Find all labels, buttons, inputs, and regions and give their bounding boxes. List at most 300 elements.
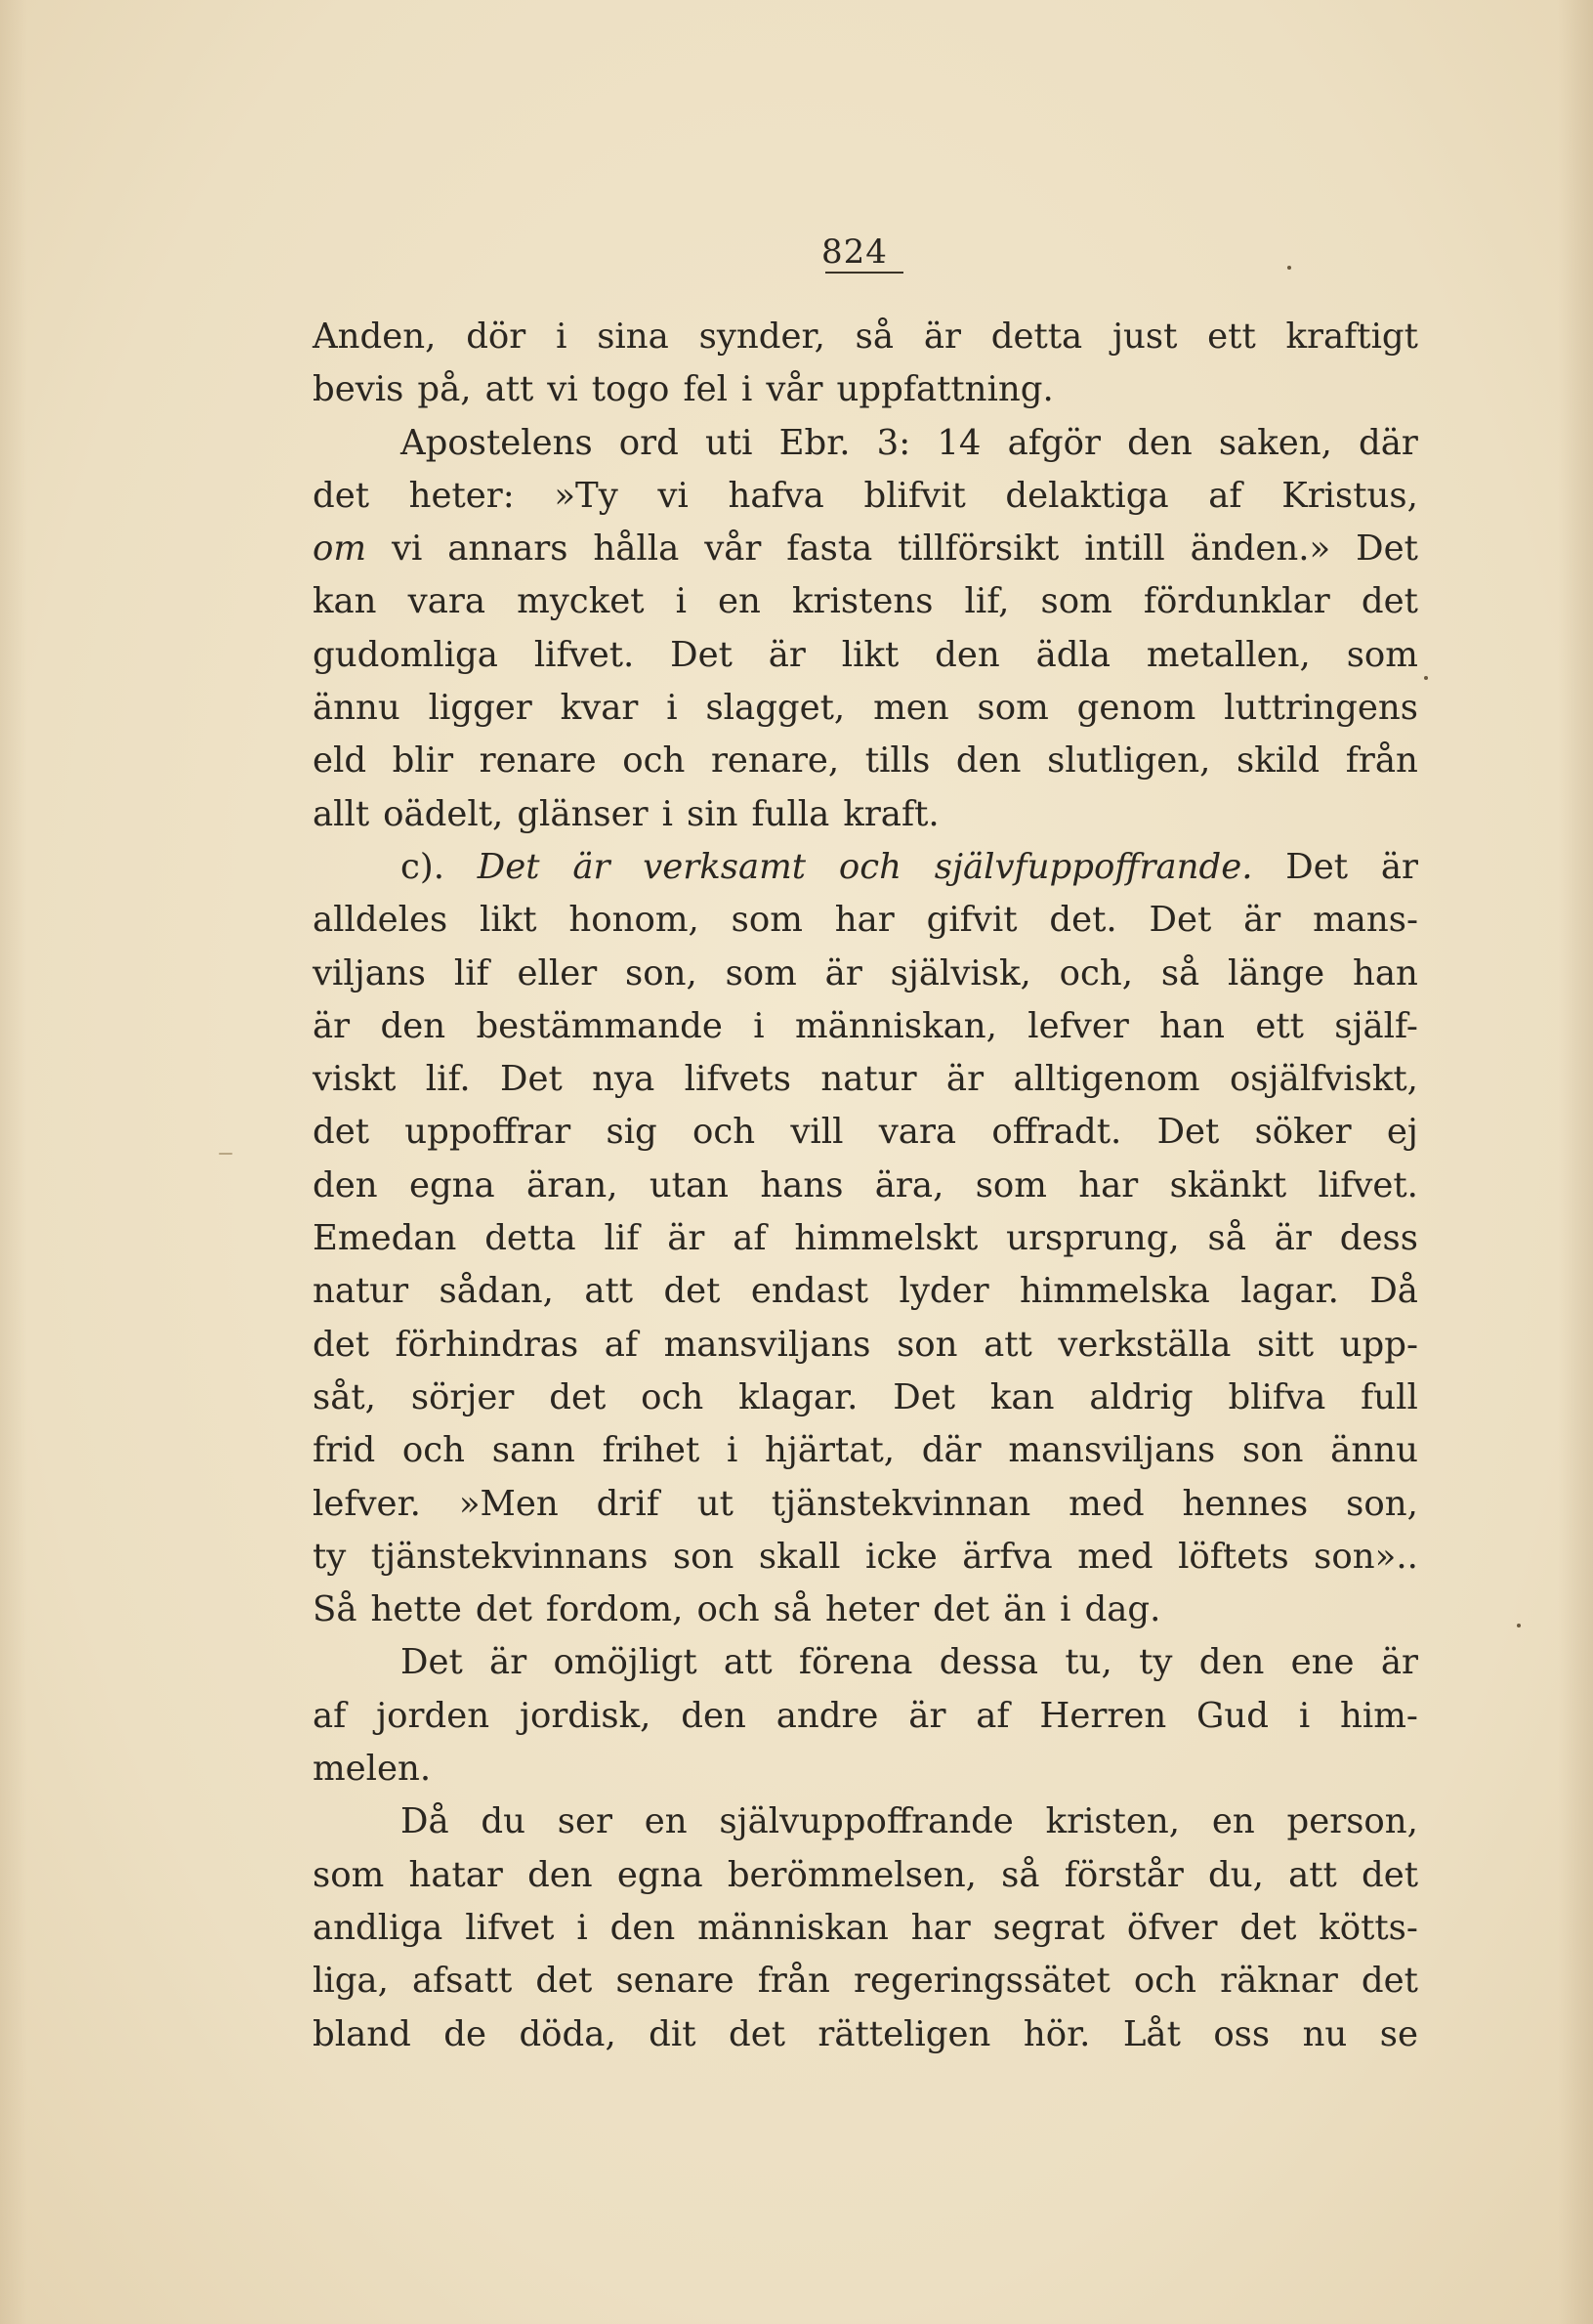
word: verkställa (1058, 1324, 1232, 1365)
word: blifvit (863, 475, 966, 516)
word: nu (1302, 2013, 1348, 2054)
word: den (935, 634, 1000, 675)
word: tjänstekvinnan (771, 1483, 1031, 1524)
text-line (313, 1478, 1418, 1531)
word: Anden, (313, 317, 437, 357)
word: uppfattning. (836, 369, 1054, 410)
word: med (1077, 1536, 1153, 1577)
word: det (728, 2013, 785, 2054)
word: egna (616, 1854, 703, 1895)
word: sin (687, 793, 738, 834)
word: sörjer (410, 1376, 515, 1417)
word: sitt (1256, 1324, 1315, 1365)
word: Då (1369, 1271, 1418, 1312)
word: hjärtat, (765, 1430, 896, 1471)
word: det (549, 1376, 607, 1417)
word: metallen, (1146, 634, 1311, 675)
word: 3: (876, 422, 911, 463)
word: fel (683, 369, 728, 410)
word: hennes (1182, 1483, 1309, 1524)
word: af (604, 1324, 639, 1365)
word: den (955, 740, 1022, 782)
word: om (313, 528, 367, 570)
word: sina (597, 317, 669, 357)
word: som (1040, 581, 1112, 622)
word: i (1298, 1695, 1311, 1736)
word: Apostelens (400, 422, 593, 463)
word: saken, (1218, 422, 1332, 463)
text-line (313, 1796, 1418, 1848)
word: full (1361, 1376, 1418, 1417)
word: är (1380, 846, 1418, 887)
text-line (313, 735, 1418, 787)
word: Det (1149, 900, 1212, 941)
text-line (313, 1319, 1418, 1372)
word: andliga (313, 1907, 443, 1948)
text-line (313, 1106, 1418, 1159)
word: person, (1286, 1801, 1418, 1842)
word: så (855, 317, 895, 357)
word: uppoffrar (404, 1112, 571, 1153)
word: segrat (992, 1907, 1105, 1948)
word: viljans (313, 952, 427, 993)
word: fasta (786, 528, 873, 570)
word: kvar (560, 688, 639, 729)
word: som (975, 1164, 1047, 1205)
word: son (897, 1324, 958, 1365)
word: slagget, (705, 688, 846, 729)
word: i (576, 1907, 588, 1948)
word: Låt (1122, 2013, 1181, 2054)
page-left-edge-shadow (0, 0, 27, 2324)
word: är (768, 634, 806, 675)
word: ett (1207, 317, 1256, 357)
word: drif (596, 1483, 659, 1524)
word: afgör (1007, 422, 1101, 463)
word: tjänstekvinnans (370, 1536, 649, 1577)
word: han (1352, 952, 1418, 993)
text-line (313, 1955, 1418, 2007)
word: ärfva (962, 1536, 1053, 1577)
word: så (1001, 1854, 1040, 1895)
word: och (838, 846, 901, 887)
word: fördunklar (1143, 581, 1330, 622)
word: lif. (425, 1059, 471, 1100)
word: glänser (517, 793, 649, 834)
word: den (313, 1164, 378, 1205)
word: senare (615, 1961, 734, 2002)
word: dit (649, 2013, 696, 2054)
word: det (1239, 1907, 1297, 1948)
body-text (313, 311, 1418, 2061)
word: oädelt, (383, 793, 504, 834)
text-line (313, 841, 1418, 894)
word: Det (1285, 846, 1349, 887)
text-line (313, 311, 1418, 363)
word: son, (625, 952, 697, 993)
word: hatar (408, 1854, 503, 1895)
word: 14 (937, 422, 982, 463)
word: är (1380, 1642, 1418, 1683)
word: så (773, 1589, 812, 1630)
word: med (1069, 1483, 1145, 1524)
word: ligger (428, 688, 532, 729)
word: att (984, 1324, 1032, 1365)
text-line (313, 1531, 1418, 1584)
word: Då (400, 1801, 449, 1842)
word: öfver (1126, 1907, 1218, 1948)
word: så (1160, 952, 1200, 993)
word: Ebr. (778, 422, 851, 463)
word: egna (408, 1164, 495, 1205)
word: slutligen, (1047, 740, 1211, 782)
page-right-edge-shadow (1558, 0, 1593, 2324)
word: är (908, 1695, 946, 1736)
word: Gud (1196, 1695, 1269, 1736)
word: frihet (602, 1430, 700, 1471)
word: Kristus, (1281, 475, 1418, 516)
word: där (921, 1430, 982, 1471)
word: som (731, 900, 803, 941)
word: det (313, 475, 369, 516)
word: de (443, 2013, 487, 2054)
word: ej (1386, 1112, 1418, 1153)
word: en (644, 1801, 688, 1842)
word: osjälfviskt, (1229, 1059, 1418, 1100)
word: vår (704, 528, 762, 570)
word: c). (400, 846, 445, 887)
text-line (313, 1160, 1418, 1212)
word: du, (1208, 1854, 1264, 1895)
word: regeringssätet (854, 1961, 1111, 2002)
word: heter (824, 1589, 920, 1630)
word: i (666, 688, 678, 729)
word: det (1361, 1854, 1418, 1895)
word: det (933, 1589, 990, 1630)
word: är (667, 1218, 705, 1259)
word: berömmelsen, (727, 1854, 977, 1895)
text-line (313, 1584, 1418, 1636)
text-line (313, 1372, 1418, 1424)
word: Det (670, 634, 733, 675)
word: i (675, 581, 687, 622)
text-line (313, 682, 1418, 735)
word: fulla (751, 793, 830, 834)
word: kötts- (1319, 1907, 1418, 1948)
word: son (1241, 1430, 1304, 1471)
word: melen. (313, 1749, 432, 1790)
word: vår (766, 369, 823, 410)
word: ännu (1330, 1430, 1418, 1471)
word: ära, (874, 1164, 944, 1205)
word: människan, (794, 1005, 997, 1046)
word: hafva (728, 475, 824, 516)
word: himmelskt (794, 1218, 979, 1259)
word: renare (479, 740, 597, 782)
paper-speck (1424, 676, 1428, 680)
word: du (481, 1801, 525, 1842)
word: vi (547, 369, 578, 410)
word: och (692, 1112, 756, 1153)
word: Det (1356, 528, 1418, 570)
word: är (945, 1059, 985, 1100)
word: blir (392, 740, 454, 782)
word: människan (697, 1907, 889, 1948)
word: gudomliga (313, 634, 498, 675)
word: tills (864, 740, 931, 782)
word: det (1361, 581, 1418, 622)
word: sann (491, 1430, 575, 1471)
word: alldeles (313, 900, 448, 941)
word: är (1274, 1218, 1312, 1259)
word: är (572, 846, 610, 887)
word: har (834, 900, 895, 941)
word: himmelska (1019, 1271, 1210, 1312)
word: kraftigt (1285, 317, 1418, 357)
word: självfuppoffrande. (934, 846, 1253, 887)
word: son, (1346, 1483, 1418, 1524)
text-line (313, 2008, 1418, 2061)
word: i (1060, 1589, 1071, 1630)
paper-speck (1517, 1624, 1521, 1627)
text-line (313, 575, 1418, 628)
text-line (313, 1849, 1418, 1902)
word: nya (592, 1059, 655, 1100)
word: vill (790, 1112, 844, 1153)
word: förhindras (395, 1324, 579, 1365)
word: det (475, 1589, 532, 1630)
text-line (313, 1902, 1418, 1955)
word: sig (606, 1112, 657, 1153)
word: ännu (313, 688, 400, 729)
word: det (535, 1961, 593, 2002)
text-line (313, 1424, 1418, 1477)
word: självisk, (890, 952, 1031, 993)
word: att (723, 1642, 773, 1683)
word: af (976, 1695, 1010, 1736)
word: själf- (1334, 1005, 1418, 1046)
word: som (725, 952, 797, 993)
word: oss (1213, 2013, 1271, 2054)
word: den (1198, 1642, 1265, 1683)
word: upp- (1339, 1324, 1418, 1365)
word: intill (1084, 528, 1165, 570)
word: den (609, 1907, 676, 1948)
word: rätteligen (817, 2013, 991, 2054)
word: omöjligt (553, 1642, 697, 1683)
text-line (313, 523, 1418, 575)
word: ett (1255, 1005, 1304, 1046)
word: honom, (568, 900, 699, 941)
word: att (484, 369, 534, 410)
word: lif (453, 952, 489, 993)
word: tillförsikt (898, 528, 1060, 570)
word: »Ty (554, 475, 618, 516)
word: afsatt (412, 1961, 513, 2002)
word: Emedan (313, 1218, 457, 1259)
text-line (313, 948, 1418, 1000)
word: endast (750, 1271, 869, 1312)
word: luttringens (1224, 688, 1418, 729)
word: heter: (408, 475, 515, 516)
word: natur (313, 1271, 409, 1312)
word: mansviljans (663, 1324, 871, 1365)
word: ty (1139, 1642, 1173, 1683)
word: annars (447, 528, 568, 570)
word: liga, (313, 1961, 389, 2002)
text-line (313, 1000, 1418, 1053)
word: likt (841, 634, 900, 675)
word: mycket (517, 581, 645, 622)
word: har (910, 1907, 971, 1948)
word: »Men (458, 1483, 559, 1524)
word: ser (557, 1801, 612, 1842)
word: se (1379, 2013, 1418, 2054)
word: offradt. (991, 1112, 1122, 1153)
word: utan (649, 1164, 729, 1205)
word: natur (820, 1059, 917, 1100)
word: kan (313, 581, 377, 622)
text-line (313, 894, 1418, 947)
word: Så (313, 1589, 357, 1630)
word: eld (313, 740, 367, 782)
word: delaktiga (1005, 475, 1169, 516)
word: tu, (1065, 1642, 1112, 1683)
word: hålla (593, 528, 680, 570)
word: genom (1076, 688, 1196, 729)
word: Det (893, 1376, 956, 1417)
word: är (489, 1642, 527, 1683)
word: det (1361, 1961, 1418, 2002)
word: ene (1290, 1642, 1355, 1683)
word: eller (517, 952, 598, 993)
word: dess (1339, 1218, 1418, 1259)
word: i (726, 1430, 738, 1471)
word: den (1127, 422, 1193, 463)
word: och (1133, 1961, 1197, 2002)
word: kristens (792, 581, 934, 622)
word: him- (1340, 1695, 1418, 1736)
word: verksamt (643, 846, 807, 887)
word: vi (391, 528, 423, 570)
word: ord (618, 422, 679, 463)
word: och (696, 1589, 760, 1630)
word: Det (477, 846, 540, 887)
word: det. (1049, 900, 1117, 941)
word: Det (400, 1642, 463, 1683)
word: den (681, 1695, 746, 1736)
text-line (313, 1212, 1418, 1265)
word: det (313, 1324, 369, 1365)
paper-speck (1287, 266, 1291, 270)
word: aldrig (1089, 1376, 1194, 1417)
word: son».. (1314, 1536, 1418, 1577)
word: skild (1236, 740, 1321, 782)
word: likt (480, 900, 537, 941)
word: andre (776, 1695, 879, 1736)
word: bland (313, 2013, 411, 2054)
word: dör (466, 317, 526, 357)
word: vara (878, 1112, 957, 1153)
word: är (313, 1005, 351, 1046)
word: är (923, 317, 961, 357)
word: blifva (1228, 1376, 1326, 1417)
word: i (740, 369, 753, 410)
word: af (1208, 475, 1242, 516)
word: ädla (1035, 634, 1111, 675)
word: klagar. (738, 1376, 859, 1417)
word: skänkt (1169, 1164, 1287, 1205)
word: kristen, (1045, 1801, 1181, 1842)
word: kraft. (843, 793, 940, 834)
word: självuppoffrande (719, 1801, 1014, 1842)
word: detta (484, 1218, 576, 1259)
word: så (1207, 1218, 1246, 1259)
word: ursprung, (1006, 1218, 1180, 1259)
word: förstår (1064, 1854, 1184, 1895)
word: i (661, 793, 673, 834)
word: som (313, 1854, 385, 1895)
word: lifvet. (533, 634, 635, 675)
word: lyder (899, 1271, 989, 1312)
word: bestämmande (476, 1005, 723, 1046)
word: från (757, 1961, 830, 2002)
word: vi (657, 475, 689, 516)
word: änden.» (1190, 528, 1331, 570)
word: allt (313, 793, 370, 834)
word: på, (417, 369, 472, 410)
word: att (584, 1271, 634, 1312)
word: lefver (1027, 1005, 1129, 1046)
word: lagar. (1240, 1271, 1339, 1312)
word: icke (864, 1536, 938, 1577)
page-number: 824 (821, 232, 888, 272)
word: som (1346, 634, 1418, 675)
word: Det (1156, 1112, 1220, 1153)
word: ty (313, 1536, 347, 1577)
text-line (313, 1265, 1418, 1318)
word: lifvet. (1318, 1164, 1418, 1205)
word: äran, (526, 1164, 618, 1205)
word: son (672, 1536, 734, 1577)
word: jorden (376, 1695, 490, 1736)
word: från (1345, 740, 1418, 782)
word: dessa (939, 1642, 1039, 1683)
page-number-rule (825, 272, 903, 274)
word: och, (1059, 952, 1134, 993)
word: såt, (313, 1376, 376, 1417)
word: är (1243, 900, 1281, 941)
word: hör. (1023, 2013, 1091, 2054)
word: lif, (964, 581, 1010, 622)
word: synder, (698, 317, 825, 357)
word: och (401, 1430, 466, 1471)
text-line (313, 1690, 1418, 1743)
word: döda, (519, 2013, 616, 2054)
word: alltigenom (1013, 1059, 1200, 1100)
word: den (527, 1854, 593, 1895)
word: är (824, 952, 862, 993)
word: förena (798, 1642, 913, 1683)
word: han (1159, 1005, 1226, 1046)
word: hans (760, 1164, 844, 1205)
word: bevis (313, 369, 404, 410)
text-line (313, 363, 1418, 416)
word: än (1003, 1589, 1047, 1630)
paper-speck (219, 1153, 232, 1155)
word: räknar (1220, 1961, 1338, 2002)
word: och (622, 740, 686, 782)
